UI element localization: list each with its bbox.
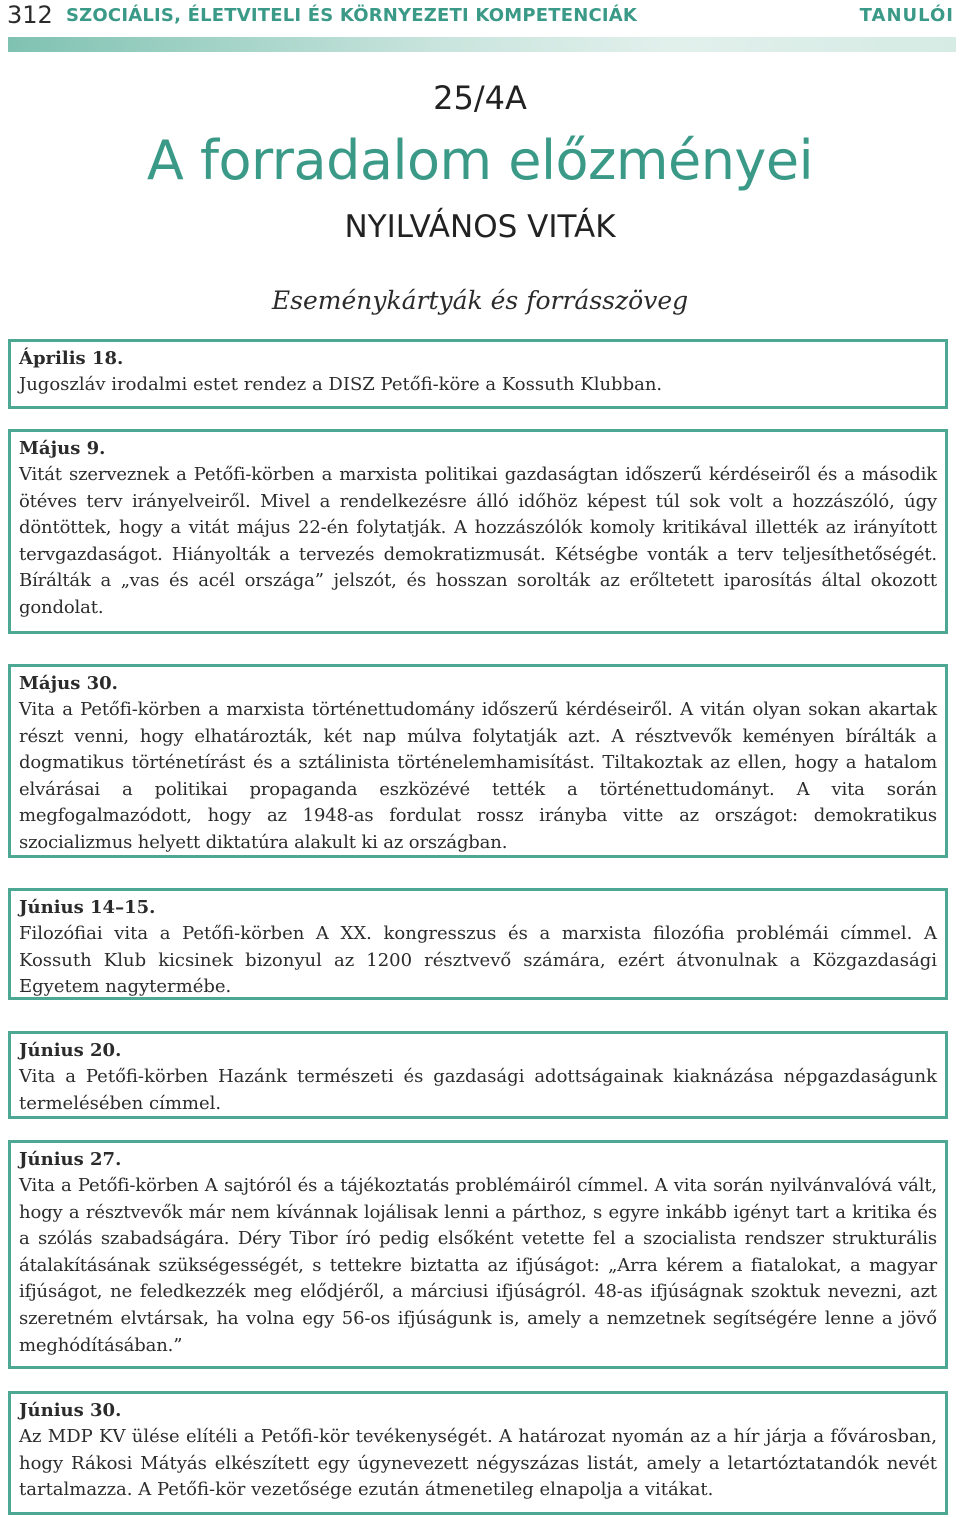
event-date: Június 20. (19, 1040, 122, 1061)
section-title: SZOCIÁLIS, ÉLETVITELI ÉS KÖRNYEZETI KOMPETENCIÁK (66, 5, 638, 26)
event-text: Vita a Petőfi-körben a marxista történettudomány időszerű kérdéseiről. A vitán olyan sokan akartak részt venni, hogy elhatározták, két nap múlva folytatják azt. A résztvevők keményen bírálták a dogmatikus történetírást és a sztálinista történelemhamisítást. Tiltakoztak az ellen, hogy a hatalom elvárásai a politikai propaganda eszközévé tették a történettudományt. A vita során megfogalmazódott, hogy az 1948-as fordulat rossz irányba vitte az országot: demokratikus szocializmus helyett diktatúra alakult ki az országban. (19, 699, 937, 853)
event-text: Jugoszláv irodalmi estet rendez a DISZ Petőfi-köre a Kossuth Klubban. (19, 374, 663, 395)
header-rule (8, 37, 956, 52)
event-card (8, 429, 948, 634)
event-card (8, 1031, 948, 1119)
event-date: Május 30. (19, 673, 118, 694)
event-text: Filozófiai vita a Petőfi-körben A XX. kongresszus és a marxista filozófia problémái címmel. A Kossuth Klub kicsinek bizonyul az 1200 résztvevő számára, ezért átvonulnak a Közgazdasági Egyetem nagytermébe. (19, 923, 937, 998)
event-date: Április 18. (19, 348, 124, 369)
event-text: Az MDP KV ülése elítéli a Petőfi-kör tevékenységét. A határozat nyomán az a hír járja a fővárosban, hogy Rákosi Mátyás elkészített egy úgynevezett négyszázas listát, amely a letartóztatandók nevét tartalmazza. A Petőfi-kör vezetősége ezután átmenetileg elnapolja a vitákat. (19, 1426, 937, 1501)
event-text: Vitát szerveznek a Petőfi-körben a marxista politikai gazdaságtan időszerű kérdéseiről és a második ötéves terv irányelveiről. Mivel a rendelkezésre álló időhöz képest túl sok volt a hozzászóló, úgy döntöttek, hogy a vitát május 22-én folytatják. A hozzászólók komoly kritikával illették az irányított tervgazdaságot. Hiányolták a tervezés demokratizmusát. Kétségbe vonták a terv teljesíthetőségét. Bírálták a „vas és acél országa” jelszót, és hosszan sorolták az erőltetett iparosítás által okozott gondolat. (19, 464, 937, 618)
page-title: A forradalom előzményei (146, 129, 814, 192)
event-date: Június 14–15. (19, 897, 156, 918)
audience-label: TANULÓI (859, 5, 954, 26)
event-text: Vita a Petőfi-körben Hazánk természeti és gazdasági adottságainak kiaknázása népgazdaságunk termelésében címmel. (19, 1066, 937, 1114)
event-card (8, 664, 948, 858)
page-number: 312 (7, 1, 53, 29)
event-date: Június 30. (19, 1400, 122, 1421)
event-date: Június 27. (19, 1149, 122, 1170)
event-card (8, 339, 948, 409)
event-card (8, 1140, 948, 1369)
section-kicker: Eseménykártyák és forrásszöveg (271, 286, 689, 315)
lesson-code: 25/4A (433, 79, 527, 117)
page-header (0, 0, 960, 30)
event-date: Május 9. (19, 438, 106, 459)
page-subtitle: NYILVÁNOS VITÁK (344, 209, 616, 245)
event-card (8, 888, 948, 1000)
event-card (8, 1391, 948, 1515)
event-text: Vita a Petőfi-körben A sajtóról és a tájékoztatás problémáiról címmel. A vita során nyilvánvalóvá vált, hogy a résztvevők már nem kívánnak lojálisak lenni a párthoz, s egyre inkább igényt tart a kritika és a szólás szabadságára. Déry Tibor író pedig elsőként vetette fel a szocialista rendszer strukturális átalakításának szükségességét, s tettekre biztatta az ifjúságot: „Arra kérem a fiatalokat, a magyar ifjúságot, ne feledkezzék meg elődjéről, a márciusi ifjúságról. 48-as ifjúságnak szoktuk nevezni, azt szeretném elvtársak, ha volna egy 56-os ifjúságunk is, amely a nemzetnek segítségére lenne a jövő meghódításában.” (19, 1175, 937, 1356)
